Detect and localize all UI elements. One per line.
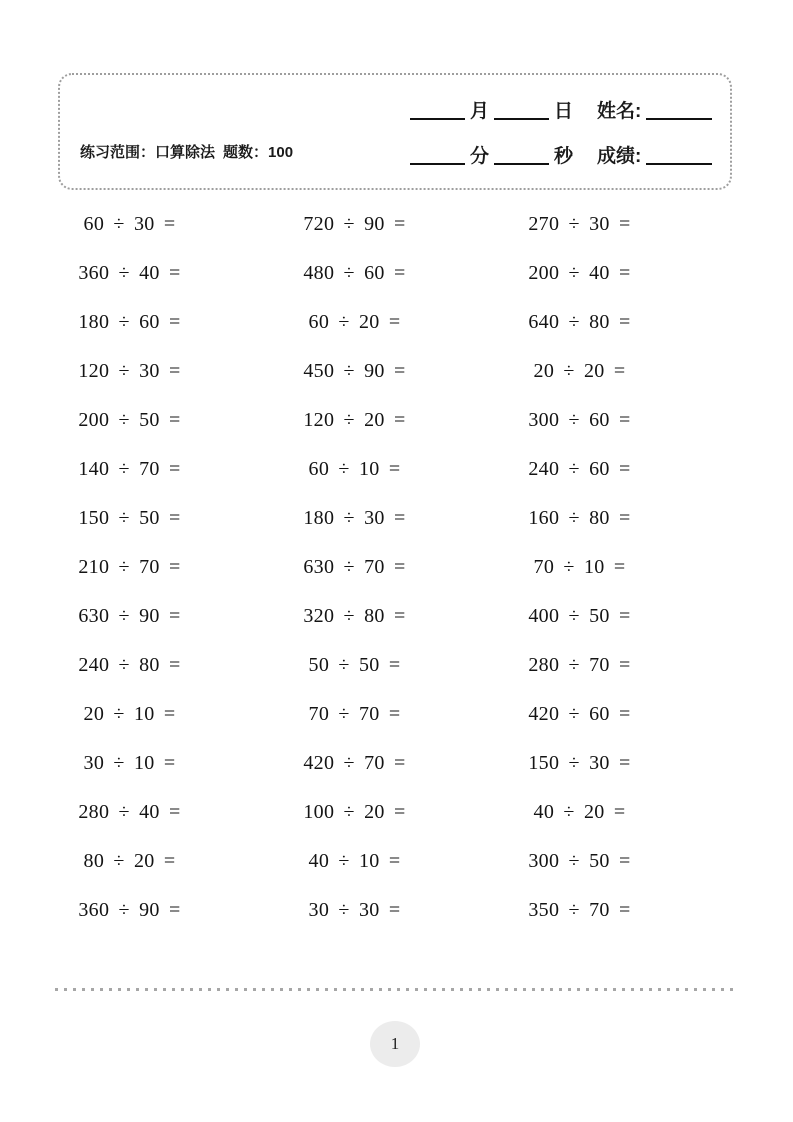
dashed-separator <box>55 988 738 991</box>
problem-cell: 200 ÷ 40 = <box>528 262 631 284</box>
practice-range-label: 练习范围：口算除法 <box>80 144 216 161</box>
problem-cell: 80 ÷ 20 = <box>83 850 176 872</box>
problem-cell: 280 ÷ 40 = <box>78 801 181 823</box>
minute-blank <box>410 151 465 165</box>
problem-cell: 640 ÷ 80 = <box>528 311 631 333</box>
problem-cell: 180 ÷ 30 = <box>303 507 406 529</box>
problem-cell: 60 ÷ 30 = <box>83 213 176 235</box>
problem-cell: 360 ÷ 40 = <box>78 262 181 284</box>
page-number: 1 <box>390 1034 400 1053</box>
problem-cell: 450 ÷ 90 = <box>303 360 406 382</box>
problem-cell: 240 ÷ 60 = <box>528 458 631 480</box>
month-label: 月 <box>470 101 490 122</box>
problem-cell: 630 ÷ 90 = <box>78 605 181 627</box>
problem-cell: 210 ÷ 70 = <box>78 556 181 578</box>
problem-cell: 70 ÷ 70 = <box>308 703 401 725</box>
day-blank <box>494 106 549 120</box>
problem-cell: 240 ÷ 80 = <box>78 654 181 676</box>
problem-cell: 480 ÷ 60 = <box>303 262 406 284</box>
name-label: 姓名: <box>597 101 642 122</box>
problem-cell: 50 ÷ 50 = <box>308 654 401 676</box>
problem-cell: 150 ÷ 30 = <box>528 752 631 774</box>
score-label: 成绩: <box>597 146 642 167</box>
time-row <box>405 142 712 172</box>
problem-cell: 140 ÷ 70 = <box>78 458 181 480</box>
problem-cell: 630 ÷ 70 = <box>303 556 406 578</box>
problem-cell: 300 ÷ 50 = <box>528 850 631 872</box>
practice-range-line <box>80 141 301 162</box>
problem-cell: 70 ÷ 10 = <box>533 556 626 578</box>
problem-cell: 120 ÷ 20 = <box>303 409 406 431</box>
problem-cell: 280 ÷ 70 = <box>528 654 631 676</box>
problem-cell: 270 ÷ 30 = <box>528 213 631 235</box>
problem-cell: 400 ÷ 50 = <box>528 605 631 627</box>
minute-label: 分 <box>470 146 490 167</box>
day-label: 日 <box>554 101 574 122</box>
second-label: 秒 <box>554 146 574 167</box>
header-box <box>58 73 732 190</box>
problem-cell: 100 ÷ 20 = <box>303 801 406 823</box>
problem-cell: 150 ÷ 50 = <box>78 507 181 529</box>
question-count-label: 题数：100 <box>223 144 294 161</box>
name-blank <box>646 106 712 120</box>
problem-cell: 30 ÷ 10 = <box>83 752 176 774</box>
problem-cell: 30 ÷ 30 = <box>308 899 401 921</box>
problem-cell: 420 ÷ 70 = <box>303 752 406 774</box>
problem-cell: 180 ÷ 60 = <box>78 311 181 333</box>
problem-cell: 200 ÷ 50 = <box>78 409 181 431</box>
second-blank <box>494 151 549 165</box>
problem-cell: 720 ÷ 90 = <box>303 213 406 235</box>
problems-grid <box>17 200 692 935</box>
problem-cell: 60 ÷ 10 = <box>308 458 401 480</box>
month-blank <box>410 106 465 120</box>
problem-cell: 160 ÷ 80 = <box>528 507 631 529</box>
problem-cell: 320 ÷ 80 = <box>303 605 406 627</box>
page-number-badge <box>370 1021 420 1067</box>
header-fill-rows <box>405 97 712 187</box>
problem-cell: 20 ÷ 20 = <box>533 360 626 382</box>
problem-cell: 350 ÷ 70 = <box>528 899 631 921</box>
date-row <box>405 97 712 127</box>
problem-cell: 300 ÷ 60 = <box>528 409 631 431</box>
problem-cell: 420 ÷ 60 = <box>528 703 631 725</box>
problem-cell: 120 ÷ 30 = <box>78 360 181 382</box>
problem-cell: 360 ÷ 90 = <box>78 899 181 921</box>
problem-cell: 40 ÷ 10 = <box>308 850 401 872</box>
score-blank <box>646 151 712 165</box>
problem-cell: 20 ÷ 10 = <box>83 703 176 725</box>
problem-cell: 40 ÷ 20 = <box>533 801 626 823</box>
problem-cell: 60 ÷ 20 = <box>308 311 401 333</box>
